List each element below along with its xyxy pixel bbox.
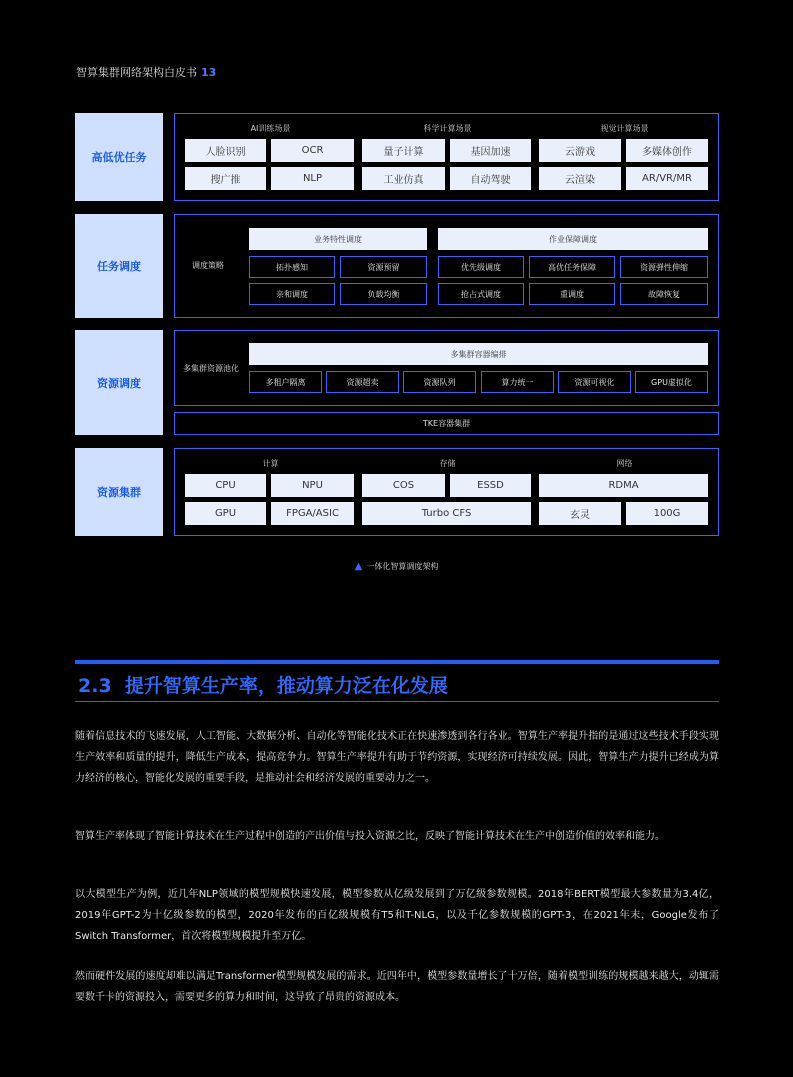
task-cell: 人脸识别 [185, 139, 266, 162]
task-cell: 云游戏 [539, 139, 621, 162]
capability-cell: GPU虚拟化 [635, 371, 708, 393]
task-cell: 基因加速 [450, 139, 531, 162]
group-title: 视觉计算场景 [600, 124, 649, 133]
resource-cell: RDMA [539, 474, 708, 497]
orchestration-bar: 多集群容器编排 [249, 343, 708, 365]
resource-cell: 玄灵 [539, 502, 621, 525]
task-cell: 自动驾驶 [450, 167, 531, 190]
task-cell: 工业仿真 [362, 167, 445, 190]
side-label: 调度策略 [192, 261, 224, 270]
resource-cell: GPU [185, 502, 266, 525]
figure-caption [0, 561, 793, 572]
task-scheduling-row [75, 214, 719, 318]
strategy-cell: 拓扑感知 [249, 256, 335, 278]
group-title: 计算 [262, 459, 279, 468]
strategy-cell: 抢占式调度 [438, 283, 524, 305]
strategy-cell: 重调度 [529, 283, 615, 305]
strategy-cell: 资源弹性伸缩 [620, 256, 708, 278]
strategy-cell: 负载均衡 [340, 283, 427, 305]
strategy-cell: 高优任务保障 [529, 256, 615, 278]
capability-cell: 资源队列 [403, 371, 476, 393]
resource-cell: COS [362, 474, 445, 497]
task-cell: NLP [271, 167, 354, 190]
priority-tasks-panel [174, 113, 719, 201]
row-label: 资源集群 [75, 448, 163, 536]
resource-cell: ESSD [450, 474, 531, 497]
capability-cell: 算力统一 [481, 371, 554, 393]
resource-scheduling-panel [174, 330, 719, 406]
section-bottom-rule [75, 701, 719, 702]
row-label: 资源调度 [75, 330, 163, 435]
task-cell: 搜广推 [185, 167, 266, 190]
capability-cell: 资源超卖 [326, 371, 399, 393]
triangle-icon: ▲ [354, 561, 363, 572]
resource-cluster-row [75, 448, 719, 536]
task-cell: 量子计算 [362, 139, 445, 162]
resource-cell: NPU [271, 474, 354, 497]
paragraph: 以大模型生产为例，近几年NLP领域的模型规模快速发展，模型参数从亿级发展到了万亿级参数规模。2018年BERT模型最大参数量为3.4亿，2019年GPT-2为十亿级参数的模型，2020年发布的百亿级规模有T5和T-NLG，以及千亿参数规模的GPT-3，在2021年末，Google发布了Switch Transformer，首次将模型规模提升至万亿。 [75, 889, 719, 942]
section-title: 提升智算生产率，推动算力泛在化发展 [124, 675, 448, 697]
paragraph: 智算生产率体现了智能计算技术在生产过程中创造的产出价值与投入资源之比，反映了智能计算技术在生产中创造价值的效率和能力。 [75, 831, 665, 842]
group-bar: 业务特性调度 [249, 228, 427, 250]
group-title: AI训练场景 [250, 124, 291, 133]
strategy-cell: 亲和调度 [249, 283, 335, 305]
resource-cell: FPGA/ASIC [271, 502, 354, 525]
resource-cell: 100G [626, 502, 708, 525]
resource-cell: CPU [185, 474, 266, 497]
paragraph: 随着信息技术的飞速发展，人工智能、大数据分析、自动化等智能化技术正在快速渗透到各行各业。智算生产率提升指的是通过这些技术手段实现生产效率和质量的提升，降低生产成本，提高竞争力。智算生产率提升有助于节约资源，实现经济可持续发展。因此，智算生产力提升已经成为算力经济的核心，智能化发展的重要手段，是推动社会和经济发展的重要动力之一。 [75, 731, 719, 784]
tke-cluster-bar: TKE容器集群 [174, 412, 719, 435]
page-number: 13 [201, 66, 217, 79]
priority-tasks-row [75, 113, 719, 201]
task-cell: OCR [271, 139, 354, 162]
resource-cluster-panel [174, 448, 719, 536]
group-title: 科学计算场景 [423, 124, 472, 133]
page-header [76, 64, 216, 80]
group-bar: 作业保障调度 [438, 228, 708, 250]
strategy-cell: 故障恢复 [620, 283, 708, 305]
capability-cell: 资源可视化 [558, 371, 631, 393]
row-label: 高低优任务 [75, 113, 163, 201]
caption-text: 一体化智算调度架构 [366, 562, 439, 571]
side-label: 多集群资源池化 [183, 364, 239, 373]
task-cell: 云渲染 [539, 167, 621, 190]
strategy-cell: 资源预留 [340, 256, 427, 278]
capability-cell: 多租户隔离 [249, 371, 322, 393]
section-number: 2.3 [78, 675, 112, 697]
task-scheduling-panel [174, 214, 719, 318]
paragraph: 然而硬件发展的速度却难以满足Transformer模型规模发展的需求。近四年中，模型参数量增长了十万倍，随着模型训练的规模越来越大，动辄需要数千卡的资源投入，需要更多的算力和时间，这导致了昂贵的资源成本。 [75, 971, 719, 1003]
task-cell: 多媒体创作 [626, 139, 708, 162]
group-title: 网络 [616, 459, 633, 468]
resource-scheduling-row [75, 330, 719, 435]
row-label: 任务调度 [75, 214, 163, 318]
task-cell: AR/VR/MR [626, 167, 708, 190]
section-top-rule [75, 660, 719, 664]
strategy-cell: 优先级调度 [438, 256, 524, 278]
section-heading [78, 671, 448, 698]
group-title: 存储 [439, 459, 456, 468]
resource-cell: Turbo CFS [362, 502, 531, 525]
header-title: 智算集群网络架构白皮书 [76, 66, 197, 79]
